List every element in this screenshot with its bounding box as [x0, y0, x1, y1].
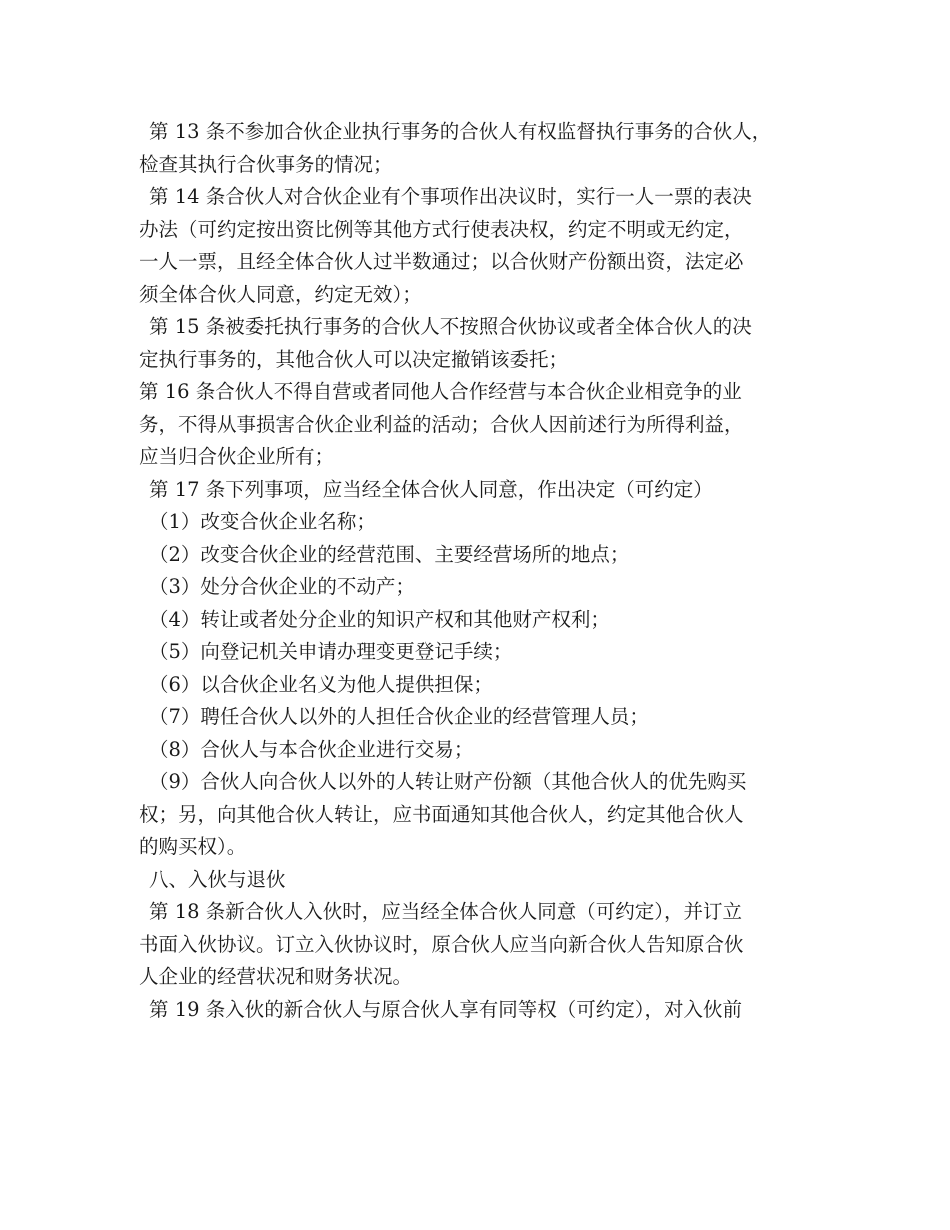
- article-13-line-1: 第 13 条不参加合伙企业执行事务的合伙人有权监督执行事务的合伙人，: [149, 120, 772, 143]
- article-17-item-5: （5）向登记机关申请办理变更登记手续；: [149, 640, 513, 663]
- article-17-line-1: 第 17 条下列事项，应当经全体合伙人同意，作出决定（可约定）: [149, 477, 713, 501]
- article-16-line-2: 务，不得从事损害合伙企业利益的活动；合伙人因前述行为所得利益，: [139, 412, 744, 436]
- article-17-item-4: （4）转让或者处分企业的知识产权和其他财产权利；: [149, 607, 610, 631]
- article-18-line-2: 书面入伙协议。订立入伙协议时，原合伙人应当向新合伙人告知原合伙: [139, 932, 744, 956]
- article-17-item-9-line-2: 权；另，向其他合伙人转让，应书面通知其他合伙人，约定其他合伙人: [139, 802, 744, 826]
- article-18-line-3: 人企业的经营状况和财务状况。: [139, 965, 413, 988]
- article-17-item-9-line-1: （9）合伙人向合伙人以外的人转让财产份额（其他合伙人的优先购买: [149, 770, 747, 793]
- article-15-line-2: 定执行事务的，其他合伙人可以决定撤销该委托；: [139, 347, 569, 371]
- article-17-item-6: （6）以合伙企业名义为他人提供担保；: [149, 672, 493, 696]
- section-heading: 八、入伙与退伙: [149, 867, 286, 891]
- article-15-line-1: 第 15 条被委托执行事务的合伙人不按照合伙协议或者全体合伙人的决: [149, 315, 752, 338]
- article-17-item-8: （8）合伙人与本合伙企业进行交易；: [149, 737, 474, 761]
- article-17-item-7: （7）聘任合伙人以外的人担任合伙企业的经营管理人员；: [149, 705, 649, 728]
- article-14-line-1: 第 14 条合伙人对合伙企业有个事项作出决议时，实行一人一票的表决: [149, 185, 752, 208]
- article-17-item-2: （2）改变合伙企业的经营范围、主要经营场所的地点；: [149, 542, 630, 566]
- document-body: [139, 116, 839, 1026]
- article-17-item-3: （3）处分合伙企业的不动产；: [149, 575, 415, 598]
- article-14-line-3: 一人一票，且经全体合伙人过半数通过；以合伙财产份额出资，法定必: [139, 250, 744, 273]
- article-14-line-2: 办法（可约定按出资比例等其他方式行使表决权，约定不明或无约定，: [139, 217, 744, 241]
- article-16-line-1: 第 16 条合伙人不得自营或者同他人合作经营与本合伙企业相竞争的业: [139, 380, 742, 403]
- article-18-line-1: 第 18 条新合伙人入伙时，应当经全体合伙人同意（可约定），并订立: [149, 900, 742, 923]
- article-17-item-9-line-3: 的购买权）。: [139, 835, 247, 858]
- article-14-line-4: 须全体合伙人同意，约定无效）；: [139, 282, 422, 306]
- article-17-item-1: （1）改变合伙企业名称；: [149, 510, 376, 533]
- article-13-line-2: 检查其执行合伙事务的情况；: [139, 152, 393, 176]
- article-19-line-1: 第 19 条入伙的新合伙人与原合伙人享有同等权（可约定），对入伙前: [149, 997, 742, 1021]
- article-16-line-3: 应当归合伙企业所有；: [139, 445, 335, 468]
